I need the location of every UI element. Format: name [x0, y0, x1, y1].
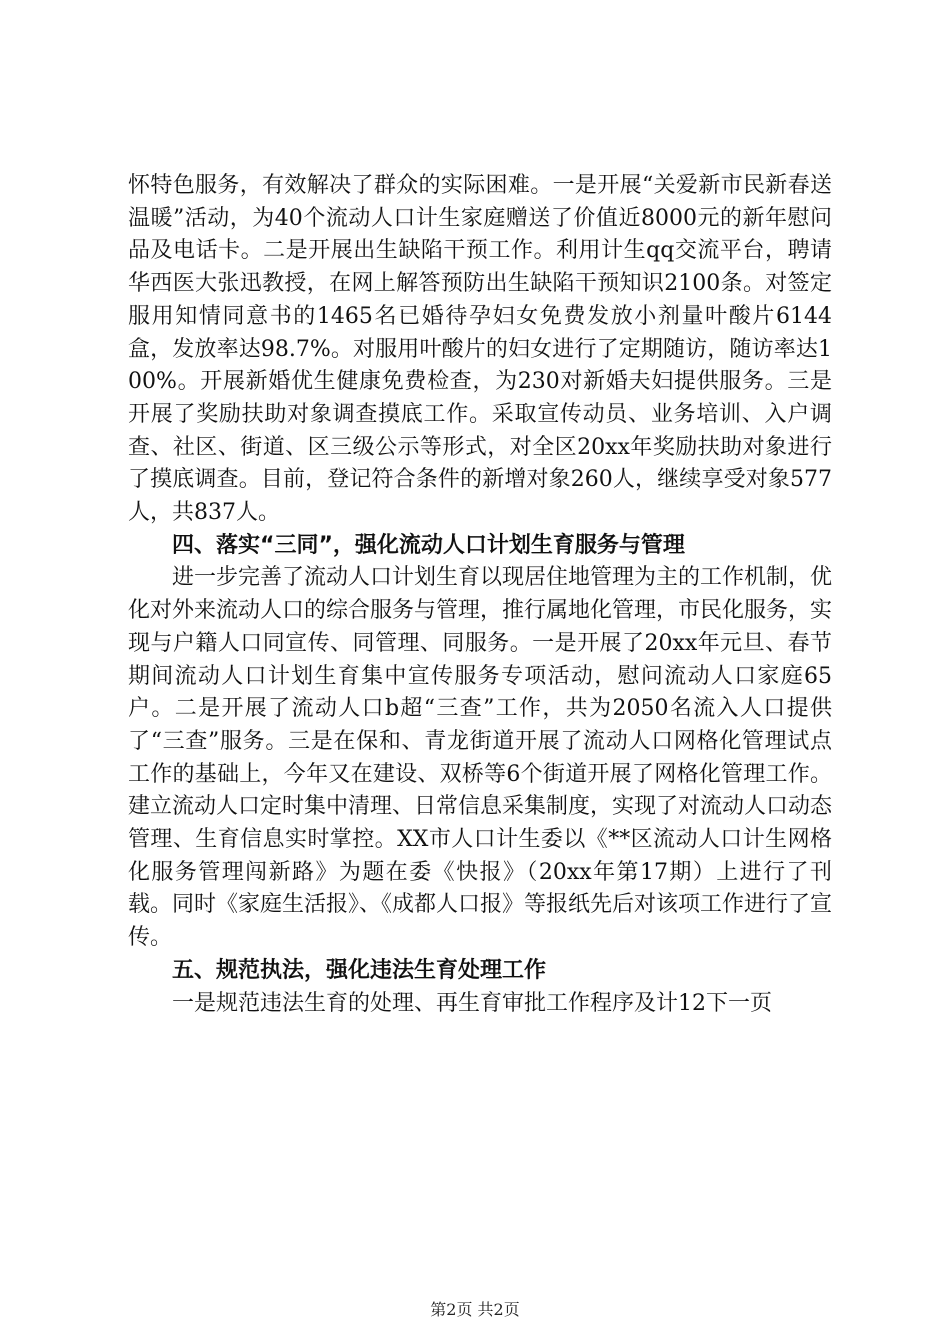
page-footer: 第2页 共2页: [430, 1300, 520, 1319]
paragraph-section-5: 一是规范违法生育的处理、再生育审批工作程序及计12下一页: [172, 990, 772, 1016]
paragraph-continued: 怀特色服务，有效解决了群众的实际困难。一是开展“关爱新市民新春送温暖”活动，为40个流动人口计生家庭赠送了价值近8000元的新年慰问品及电话卡。二是开展出生缺陷干预工作。利用计生qq交流平台，聘请华西医大张迅教授，在网上解答预防出生缺陷干预知识2100条。对签定服用知情同意书的1465名已婚待孕妇女免费发放小剂量叶酸片6144盒，发放率达98.7%。对服用叶酸片的妇女进行了定期随访，随访率达100%。开展新婚优生健康免费检查，为230对新婚夫妇提供服务。三是开展了奖励扶助对象调查摸底工作。采取宣传动员、业务培训、入户调查、社区、街道、区三级公示等形式，对全区20xx年奖励扶助对象进行了摸底调查。目前，登记符合条件的新增对象260人，继续享受对象577人，共837人。: [128, 173, 832, 526]
section-heading-4: 四、落实“三同”，强化流动人口计划生育服务与管理: [172, 532, 685, 558]
section-heading-5: 五、规范执法，强化违法生育处理工作: [172, 957, 547, 983]
paragraph-section-4: 进一步完善了流动人口计划生育以现居住地管理为主的工作机制，优化对外来流动人口的综合服务与管理，推行属地化管理，市民化服务，实现与户籍人口同宣传、同管理、同服务。一是开展了20xx年元旦、春节期间流动人口计划生育集中宣传服务专项活动，慰问流动人口家庭65户。二是开展了流动人口b超“三查”工作，共为2050名流入人口提供了“三查”服务。三是在保和、青龙街道开展了流动人口网格化管理试点工作的基础上，今年又在建设、双桥等6个街道开展了网格化管理工作。建立流动人口定时集中清理、日常信息采集制度，实现了对流动人口动态管理、生育信息实时掌控。XX市人口计生委以《**区流动人口计生网格化服务管理闯新路》为题在委《快报》（20xx年第17期）上进行了刊载。同时《家庭生活报》、《成都人口报》等报纸先后对该项工作进行了宣传。: [128, 565, 833, 951]
document-body: [128, 170, 832, 1020]
